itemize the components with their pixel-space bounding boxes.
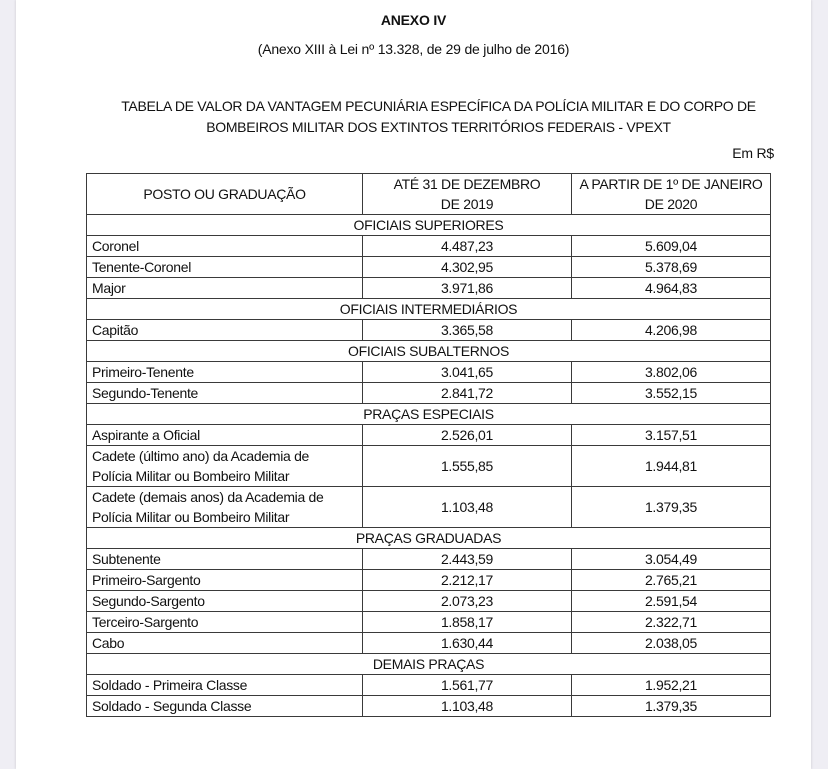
table-header-row (87, 174, 771, 215)
table-row (87, 278, 771, 299)
cell-posto-line2: Polícia Militar ou Bombeiro Militar (92, 509, 290, 525)
header-2020-line2: DE 2020 (644, 196, 698, 212)
cell-2019: 4.487,23 (363, 236, 572, 257)
header-2020 (572, 174, 771, 215)
cell-2019: 2.212,17 (363, 570, 572, 591)
section-title: OFICIAIS SUPERIORES (87, 215, 771, 236)
section-row (87, 654, 771, 675)
cell-2020: 5.609,04 (572, 236, 771, 257)
section-title: PRAÇAS ESPECIAIS (87, 404, 771, 425)
cell-2020: 2.765,21 (572, 570, 771, 591)
cell-2019: 4.302,95 (363, 257, 572, 278)
cell-posto: Soldado - Primeira Classe (87, 675, 363, 696)
section-row (87, 299, 771, 320)
currency-unit: Em R$ (732, 145, 774, 161)
vpext-table (86, 173, 771, 717)
cell-2019: 1.555,85 (363, 446, 572, 487)
cell-posto (87, 487, 363, 528)
header-2019-line2: DE 2019 (440, 196, 494, 212)
cell-2019: 1.103,48 (363, 487, 572, 528)
section-row (87, 404, 771, 425)
section-row (87, 341, 771, 362)
cell-2020: 1.379,35 (572, 487, 771, 528)
cell-posto (87, 446, 363, 487)
cell-2020: 3.552,15 (572, 383, 771, 404)
table-row (87, 591, 771, 612)
cell-2020: 2.038,05 (572, 633, 771, 654)
table-row (87, 236, 771, 257)
table-row (87, 696, 771, 717)
cell-posto: Terceiro-Sargento (87, 612, 363, 633)
table-row (87, 446, 771, 487)
document-page (16, 0, 811, 769)
cell-posto: Tenente-Coronel (87, 257, 363, 278)
cell-2020: 3.157,51 (572, 425, 771, 446)
section-title: DEMAIS PRAÇAS (87, 654, 771, 675)
table-row (87, 633, 771, 654)
section-title: OFICIAIS SUBALTERNOS (87, 341, 771, 362)
annex-subtitle: (Anexo XIII à Lei nº 13.328, de 29 de julho de 2016) (257, 41, 570, 57)
header-2019-line1: ATÉ 31 DE DEZEMBRO (393, 176, 541, 192)
cell-posto: Coronel (87, 236, 363, 257)
cell-posto-line1: Cadete (demais anos) da Academia de (92, 489, 324, 505)
cell-2020: 2.591,54 (572, 591, 771, 612)
cell-posto: Segundo-Sargento (87, 591, 363, 612)
table-heading-line1: TABELA DE VALOR DA VANTAGEM PECUNIÁRIA ESPECÍFICA DA POLÍCIA MILITAR E DO CORPO DE (121, 98, 756, 114)
table-row (87, 612, 771, 633)
annex-title: ANEXO IV (380, 12, 447, 28)
table-row (87, 257, 771, 278)
section-row (87, 528, 771, 549)
table-heading (96, 96, 781, 138)
cell-2019: 1.103,48 (363, 696, 572, 717)
cell-2019: 3.365,58 (363, 320, 572, 341)
cell-posto: Subtenente (87, 549, 363, 570)
cell-2019: 1.858,17 (363, 612, 572, 633)
table-row (87, 362, 771, 383)
header-2019 (363, 174, 572, 215)
cell-2019: 1.561,77 (363, 675, 572, 696)
cell-2019: 3.041,65 (363, 362, 572, 383)
table-heading-line2: BOMBEIROS MILITAR DOS EXTINTOS TERRITÓRIOS FEDERAIS - VPEXT (206, 119, 671, 135)
cell-posto: Primeiro-Sargento (87, 570, 363, 591)
table-row (87, 570, 771, 591)
header-2020-line1: A PARTIR DE 1º DE JANEIRO (579, 176, 763, 192)
cell-2020: 1.952,21 (572, 675, 771, 696)
cell-posto: Capitão (87, 320, 363, 341)
cell-2020: 4.206,98 (572, 320, 771, 341)
table-row (87, 487, 771, 528)
cell-2020: 4.964,83 (572, 278, 771, 299)
cell-2019: 2.073,23 (363, 591, 572, 612)
cell-2020: 1.944,81 (572, 446, 771, 487)
cell-posto: Soldado - Segunda Classe (87, 696, 363, 717)
section-title: PRAÇAS GRADUADAS (87, 528, 771, 549)
cell-2019: 2.841,72 (363, 383, 572, 404)
cell-posto-line1: Cadete (último ano) da Academia de (92, 448, 310, 464)
cell-posto: Cabo (87, 633, 363, 654)
table-row (87, 383, 771, 404)
cell-2020: 5.378,69 (572, 257, 771, 278)
cell-2019: 2.526,01 (363, 425, 572, 446)
cell-posto: Aspirante a Oficial (87, 425, 363, 446)
table-row (87, 320, 771, 341)
header-posto: POSTO OU GRADUAÇÃO (87, 174, 363, 215)
cell-posto-line2: Polícia Militar ou Bombeiro Militar (92, 468, 290, 484)
table-row (87, 425, 771, 446)
cell-2019: 1.630,44 (363, 633, 572, 654)
cell-2020: 2.322,71 (572, 612, 771, 633)
table-row (87, 549, 771, 570)
cell-posto: Primeiro-Tenente (87, 362, 363, 383)
cell-2019: 3.971,86 (363, 278, 572, 299)
section-row (87, 215, 771, 236)
cell-posto: Segundo-Tenente (87, 383, 363, 404)
cell-posto: Major (87, 278, 363, 299)
section-title: OFICIAIS INTERMEDIÁRIOS (87, 299, 771, 320)
cell-2020: 3.054,49 (572, 549, 771, 570)
cell-2020: 1.379,35 (572, 696, 771, 717)
cell-2020: 3.802,06 (572, 362, 771, 383)
cell-2019: 2.443,59 (363, 549, 572, 570)
table-row (87, 675, 771, 696)
